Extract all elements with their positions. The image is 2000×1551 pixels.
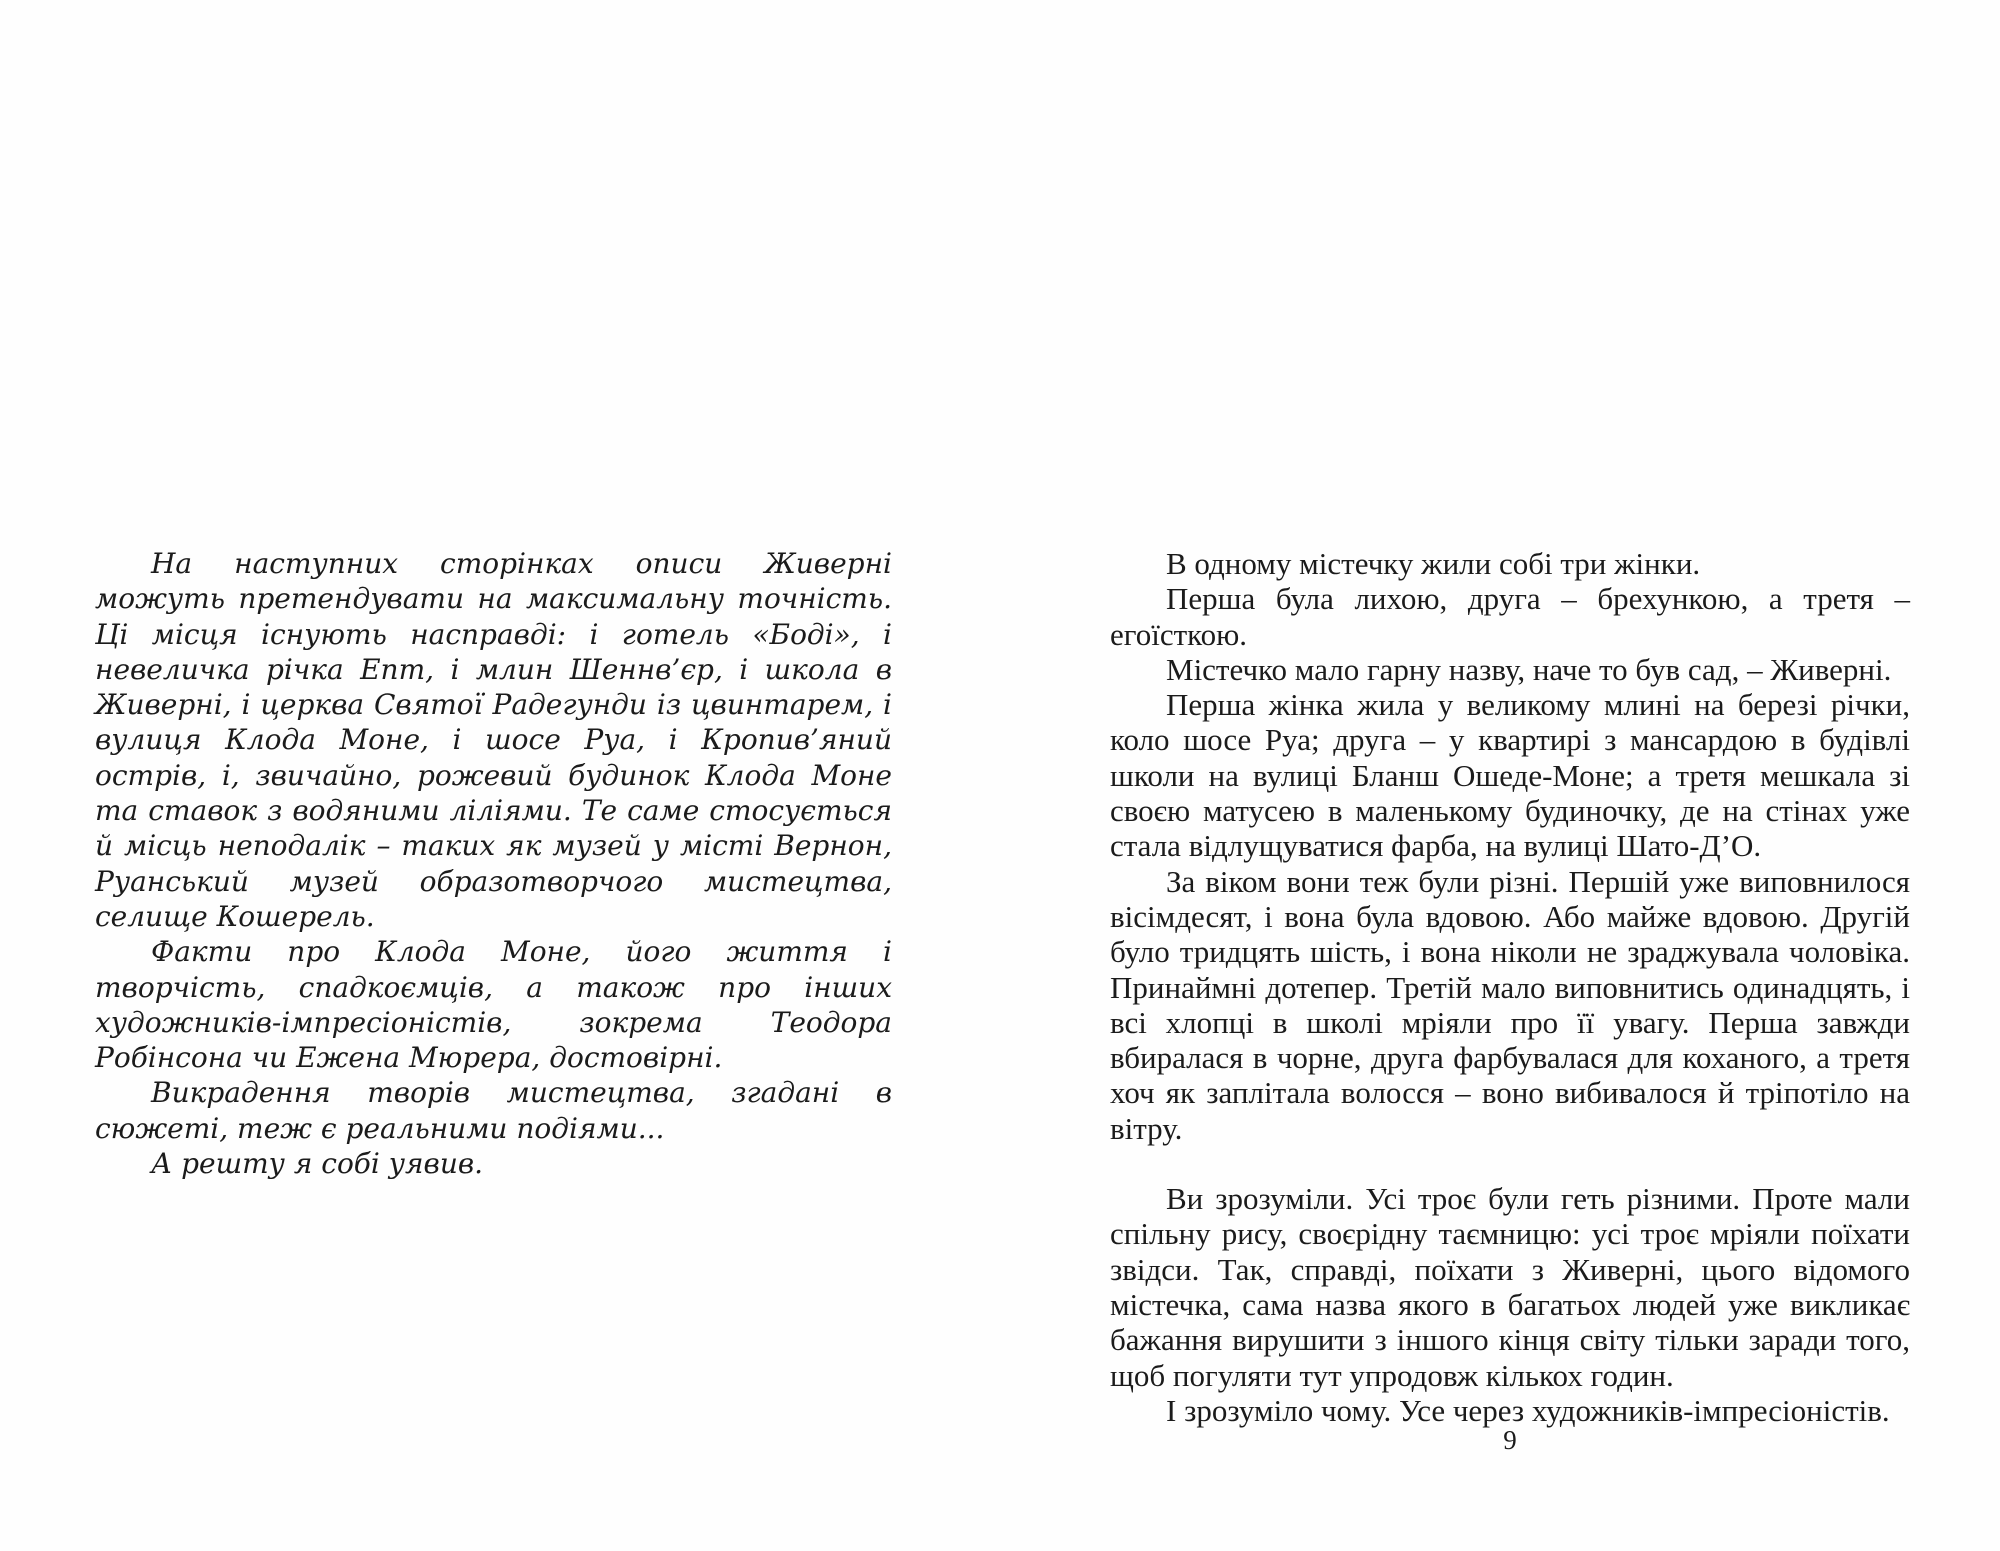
right-page bbox=[1110, 546, 1910, 1551]
paragraph: За віком вони теж були різні. Першій уже виповнилося вісімдесят, і вона була вдовою. Або майже вдовою. Другій було тридцять шість, і вона ніколи не зраджувала чоловіка. Принаймні дотепер. Третій мало виповнитись одинадцять, і всі хлопці в школі мріяли про її увагу. Перша завжди вбиралася в чорне, друга фарбувалася для коханого, а третя хоч як заплітала волосся – воно вибивалося й тріпотіло на вітру. bbox=[1110, 863, 1910, 1146]
page-number: 9 bbox=[1503, 1425, 1517, 1455]
paragraph: На наступних сторінках описи Живерні можуть претендувати на максимальну точність. Ці місця існують насправді: і готель «Боді», і невеличка річка Епт, і млин Шеннв’єр, і школа в Живерні, і церква Святої Радегунди із цвинтарем, і вулиця Клода Моне, і шосе Руа, і Кропив’яний острів, і, звичайно, рожевий будинок Клода Моне та ставок з водяними ліліями. Те саме стосується й місць неподалік – таких як музей у місті Вернон, Руанський музей образотворчого мистецтва, селище Кошерель. bbox=[95, 547, 892, 933]
paragraph: А решту я собі уявив. bbox=[151, 1147, 484, 1181]
paragraph: Містечко мало гарну назву, наче то був сад, – Живерні. bbox=[1166, 651, 1892, 687]
paragraph: Перша жінка жила у великому млині на березі річки, коло шосе Руа; друга – у квартирі з мансардою в будівлі школи на вулиці Бланш Ошеде-Моне; а третя мешкала зі своєю матусею в маленькому будиночку, де на стінах уже стала відлущуватися фарба, на вулиці Шато-Д’О. bbox=[1110, 687, 1910, 864]
paragraph: Ви зрозуміли. Усі троє були геть різними. Проте мали спільну рису, своєрідну таємницю: усі троє мріяли поїхати звідси. Так, справді, поїхати з Живерні, цього відомого містечка, сама назва якого в багатьох людей уже викликає бажання вирушити з іншого кінця світу тільки заради того, щоб погуляти тут упродовж кількох годин. bbox=[1110, 1181, 1910, 1393]
paragraph: І зрозуміло чому. Усе через художників-імпресіоністів. bbox=[1166, 1392, 1890, 1428]
right-page-text-bottom bbox=[1110, 1181, 1910, 1428]
left-page bbox=[95, 546, 892, 1181]
left-page-text bbox=[95, 546, 892, 1181]
paragraph: Викрадення творів мистецтва, згадані в сюжеті, теж є реальними подіями... bbox=[95, 1076, 892, 1145]
paragraph: Факти про Клода Моне, його життя і творчість, спадкоємців, а також про інших художників-імпресіоністів, зокрема Теодора Робінсона чи Ежена Мюрера, достовірні. bbox=[95, 935, 892, 1075]
right-page-text-top bbox=[1110, 546, 1910, 1146]
paragraph: В одному містечку жили собі три жінки. bbox=[1166, 546, 1701, 581]
paragraph: Перша була лихою, друга – брехункою, а третя – егоїсткою. bbox=[1110, 581, 1910, 652]
